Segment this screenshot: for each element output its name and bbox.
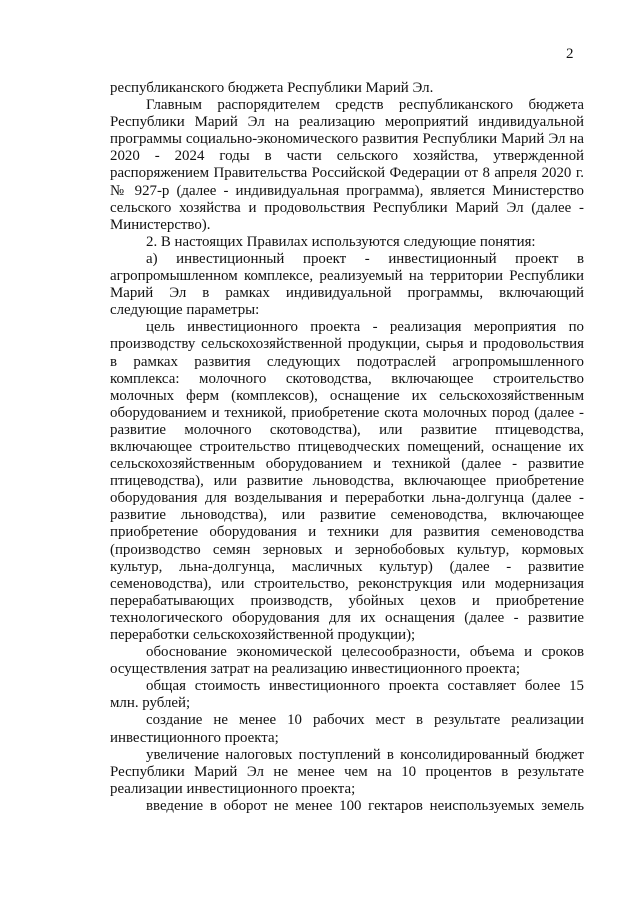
paragraph: цель инвестиционного проекта - реализация мероприятия по производству сельскохозяйственной продукции, сырья и продовольствия в рамках развития следующих подотраслей агропромышленного комплекса: молочного скотоводства, включающее строительство молочных ферм (комплексов), оснащение их сельскохозяйственным оборудованием и техникой, приобретение скота молочных пород (далее - развитие молочного скотоводства), или развитие птицеводства, включающее строительство птицеводческих помещений, оснащение их сельскохозяйственным оборудованием и техникой (далее - развитие птицеводства), или развитие льноводства, включающее приобретение оборудования для возделывания и переработки льна-долгунца (далее - развитие льноводства), или развитие семеноводства, включающее приобретение оборудования и техники для развития семеноводства (производство семян зерновых и зернобобовых культур, кормовых культур, льна-долгунца, масличных культур) (далее - развитие семеноводства), или строительство, реконструкция или модернизация перерабатывающих производств, убойных цехов и приобретение технологического оборудования для их оснащения (далее - развитие переработки сельскохозяйственной продукции); [110,319,584,643]
document-body [110,80,584,815]
paragraph: введение в оборот не менее 100 гектаров неиспользуемых земель [146,797,584,814]
paragraph: Главным распорядителем средств республиканского бюджета Республики Марий Эл на реализацию мероприятий индивидуальной программы социально-экономического развития Республики Марий Эл на 2020 - 2024 годы в части сельского хозяйства, утвержденной распоряжением Правительства Российской Федерации от 8 апреля 2020 г. № 927-р (далее - индивидуальная программа), является Министерство сельского хозяйства и продовольствия Республики Марий Эл (далее - Министерство). [110,97,584,233]
page-number: 2 [566,46,574,62]
paragraph: увеличение налоговых поступлений в консолидированный бюджет Республики Марий Эл не менее чем на 10 процентов в результате реализации инвестиционного проекта; [110,746,584,797]
paragraph: 2. В настоящих Правилах используются следующие понятия: [146,233,536,250]
paragraph: общая стоимость инвестиционного проекта составляет более 15 млн. рублей; [110,678,584,712]
paragraph: обоснование экономической целесообразности, объема и сроков осуществления затрат на реализацию инвестиционного проекта; [110,644,584,678]
paragraph: республиканского бюджета Республики Марий Эл. [110,80,434,96]
paragraph: создание не менее 10 рабочих мест в результате реализации инвестиционного проекта; [110,712,584,746]
paragraph: а) инвестиционный проект - инвестиционный проект в агропромышленном комплексе, реализуемый на территории Республики Марий Эл в рамках индивидуальной программы, включающий следующие параметры: [110,250,584,319]
